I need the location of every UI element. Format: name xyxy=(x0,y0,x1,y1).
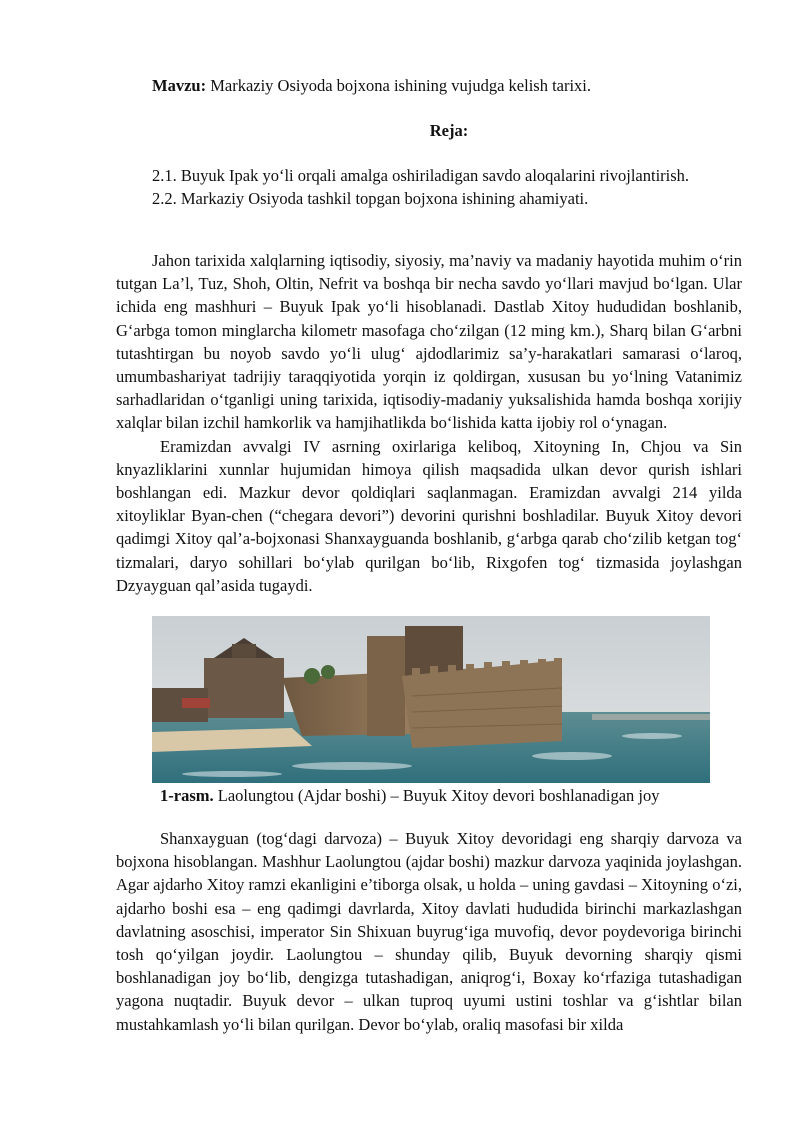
figure-caption xyxy=(160,786,660,806)
paragraph-shanhaiguan: Shanxayguan (tog‘dagi darvoza) – Buyuk Xitoy devoridagi eng sharqiy darvoza va bojxona hisoblangan. Mashhur Laolungtou (ajdar boshi) mazkur darvoza yaqinida joylashgan. Agar ajdarho Xitoy ramzi ekanligini e’tiborga olsak, u holda – uning gavdasi – Xitoyning o‘zi, ajdarho boshi esa – eng qadimgi davrlarda, Xitoy davlati hududida birinchi markazlashgan davlatning asoschisi, imperator Sin Shixuan buyrug‘iga muvofiq, devor poydevoriga birinchi tosh qo‘yilgan joydir. Laolungtou – shunday qilib, Buyuk devorning sharqiy qismi boshlanadigan joy bo‘lib, dengizga tutashadigan, aniqrog‘i, Boxay ko‘rfaziga tutashadigan yagona nuqtadir. Buyuk devor – ulkan tuproq uyumi ustini toshlar va g‘ishtlar bilan mustahkamlash yo‘li bilan qurilgan. Devor bo‘ylab, oraliq masofasi bir xilda xyxy=(116,829,742,1034)
plan-item: 2.2. Markaziy Osiyoda tashkil topgan bojxona ishining ahamiyati. xyxy=(152,189,589,208)
topic-label: Mavzu: xyxy=(152,76,207,95)
body-section-1 xyxy=(116,249,742,597)
plan-list xyxy=(116,164,742,210)
paragraph-great-wall: Eramizdan avvalgi IV asrning oxirlariga keliboq, Xitoyning In, Chjou va Sin knyazliklarini xunnlar hujumidan himoya qilish maqsadida ulkan devor qurish ishlari boshlangan edi. Mazkur devor qoldiqlari saqlanmagan. Eramizdan avvalgi 214 yilda xitoyliklar Byan-chen (“chegara devori”) devorini qurishni boshladilar. Buyuk Xitoy devori qadimgi Xitoy qal’a-bojxonasi Shanxayguanda boshlanib, g‘arbga qarab cho‘zilib ketgan tog‘ tizmalari, daryo sohillari bo‘ylab qurilgan bo‘lib, Rixgofen tog‘ tizmasida joylashgan Dzyayguan qal’asida tugaydi. xyxy=(116,436,742,595)
great-wall-photo xyxy=(152,616,710,783)
body-section-2 xyxy=(116,827,742,1036)
caption-text: Laolungtou (Ajdar boshi) – Buyuk Xitoy devori boshlanadigan joy xyxy=(213,786,660,805)
topic-text: Markaziy Osiyoda bojxona ishining vujudga kelish tarixi. xyxy=(206,76,592,95)
plan-item: 2.1. Buyuk Ipak yo‘li orqali amalga oshiriladigan savdo aloqalarini rivojlantirish. xyxy=(152,166,690,185)
paragraph-silk-road: Jahon tarixida xalqlarning iqtisodiy, siyosiy, ma’naviy va madaniy hayotida muhim o‘rin tutgan La’l, Tuz, Shoh, Oltin, Nefrit va boshqa bir necha savdo yo‘llari mavjud bo‘lgan. Ular ichida eng mashhuri – Buyuk Ipak yo‘li hisoblanadi. Dastlab Xitoy hududidan boshlanib, G‘arbga tomon minglarcha kilometr masofaga cho‘zilgan (12 ming km.), Sharq bilan G‘arbni tutashtirgan bu noyob savdo yo‘li ulug‘ ajdodlarimiz sa’y-harakatlari samarasi o‘laroq, umumbashariyat tadrijiy taraqqiyotida yorqin iz qoldirgan, xususan bu yo‘lning Vatanimiz sarhadlaridan o‘tganligi uning tarixida, iqtisodiy-madaniy yuksalishida hamda boshqa xorijiy xalqlar bilan izchil hamkorlik va hamjihatlikda bo‘lishida katta ijobiy rol o‘ynagan. xyxy=(116,251,742,433)
caption-label: 1-rasm. xyxy=(160,786,214,805)
plan-heading: Reja: xyxy=(429,121,469,140)
topic-line xyxy=(152,76,591,96)
